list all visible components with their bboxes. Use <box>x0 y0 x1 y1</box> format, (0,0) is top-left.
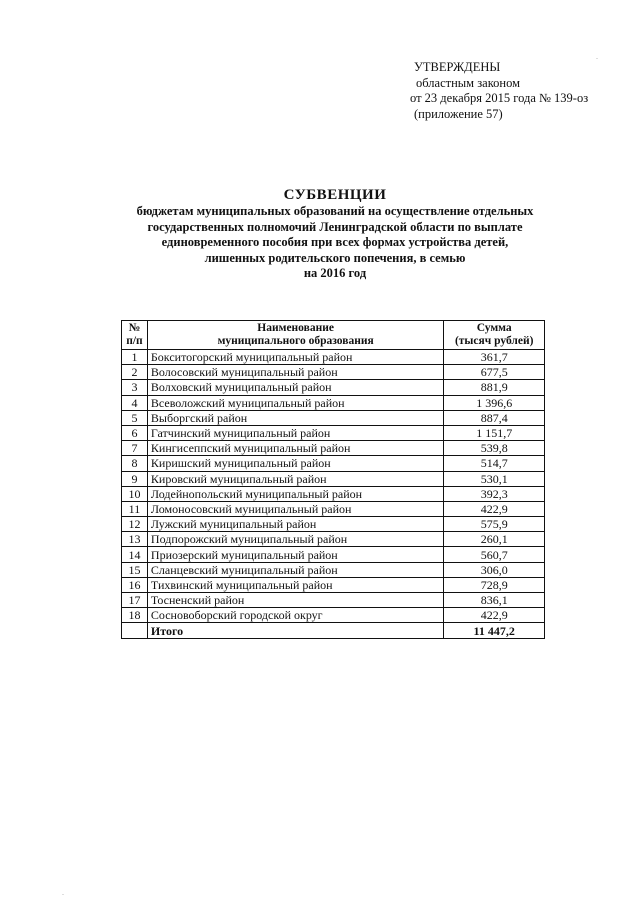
row-number: 5 <box>122 410 148 425</box>
row-number: 15 <box>122 562 148 577</box>
subsidy-amount: 422,9 <box>444 608 545 623</box>
table-row <box>122 441 545 456</box>
approval-title: УТВЕРЖДЕНЫ <box>414 60 501 74</box>
subsidy-amount: 1 151,7 <box>444 425 545 440</box>
subsidy-amount: 422,9 <box>444 501 545 516</box>
subsidy-amount: 361,7 <box>444 350 545 365</box>
subtitle-line: лишенных родительского попечения, в семью <box>204 250 466 265</box>
scan-mark: . <box>596 52 598 61</box>
subsidy-amount: 836,1 <box>444 593 545 608</box>
row-number: 17 <box>122 593 148 608</box>
approval-stamp <box>410 60 588 122</box>
row-number: 13 <box>122 532 148 547</box>
subtitle-line: единовременного пособия при всех формах устройства детей, <box>161 235 509 249</box>
row-number: 8 <box>122 456 148 471</box>
district-name: Волосовский муниципальный район <box>147 365 443 380</box>
table-row <box>122 593 545 608</box>
district-name: Кировский муниципальный район <box>147 471 443 486</box>
header-number <box>122 321 148 350</box>
header-number-line: № <box>128 322 141 334</box>
table-row <box>122 577 545 592</box>
subsidy-table <box>121 320 545 639</box>
header-sum-line: Сумма <box>476 322 512 334</box>
total-sum: 11 447,2 <box>444 623 545 639</box>
table-row <box>122 380 545 395</box>
table-row <box>122 608 545 623</box>
table-row <box>122 425 545 440</box>
row-number: 2 <box>122 365 148 380</box>
row-number: 6 <box>122 425 148 440</box>
row-number: 9 <box>122 471 148 486</box>
district-name: Подпорожский муниципальный район <box>147 532 443 547</box>
subsidy-amount: 677,5 <box>444 365 545 380</box>
header-sum <box>444 321 545 350</box>
table-row <box>122 517 545 532</box>
row-number: 14 <box>122 547 148 562</box>
total-label: Итого <box>147 623 443 639</box>
district-name: Бокситогорский муниципальный район <box>147 350 443 365</box>
district-name: Сланцевский муниципальный район <box>147 562 443 577</box>
header-number-line: п/п <box>126 335 143 347</box>
district-name: Волховский муниципальный район <box>147 380 443 395</box>
subsidy-amount: 1 396,6 <box>444 395 545 410</box>
subtitle-line: бюджетам муниципальных образований на осуществление отдельных <box>136 204 534 218</box>
approval-law-date: от 23 декабря 2015 года № 139-оз <box>410 91 589 105</box>
subsidy-amount: 530,1 <box>444 471 545 486</box>
district-name: Гатчинский муниципальный район <box>147 425 443 440</box>
subsidy-amount: 728,9 <box>444 577 545 592</box>
subsidy-amount: 392,3 <box>444 486 545 501</box>
subsidy-amount: 575,9 <box>444 517 545 532</box>
table-row <box>122 486 545 501</box>
total-row <box>122 623 545 639</box>
row-number: 12 <box>122 517 148 532</box>
table-row <box>122 456 545 471</box>
table-row <box>122 365 545 380</box>
subsidy-amount: 887,4 <box>444 410 545 425</box>
total-num-cell <box>122 623 148 639</box>
district-name: Всеволожский муниципальный район <box>147 395 443 410</box>
district-name: Лодейнопольский муниципальный район <box>147 486 443 501</box>
row-number: 18 <box>122 608 148 623</box>
table-row <box>122 501 545 516</box>
district-name: Сосновоборский городской округ <box>147 608 443 623</box>
table-row <box>122 471 545 486</box>
table-body <box>122 350 545 623</box>
subsidy-amount: 539,8 <box>444 441 545 456</box>
row-number: 11 <box>122 501 148 516</box>
district-name: Тосненский район <box>147 593 443 608</box>
district-name: Киришский муниципальный район <box>147 456 443 471</box>
district-name: Тихвинский муниципальный район <box>147 577 443 592</box>
subsidy-amount: 881,9 <box>444 380 545 395</box>
subsidy-amount: 306,0 <box>444 562 545 577</box>
subsidy-amount: 260,1 <box>444 532 545 547</box>
row-number: 16 <box>122 577 148 592</box>
table-row <box>122 547 545 562</box>
row-number: 10 <box>122 486 148 501</box>
district-name: Ломоносовский муниципальный район <box>147 501 443 516</box>
subsidy-amount: 514,7 <box>444 456 545 471</box>
header-name-line: муниципального образования <box>217 335 374 347</box>
row-number: 1 <box>122 350 148 365</box>
table-row <box>122 532 545 547</box>
scan-mark: . <box>62 888 64 897</box>
approval-appendix: (приложение 57) <box>414 106 503 121</box>
document-title: СУБВЕНЦИИ <box>283 187 387 203</box>
subtitle-line: государственных полномочий Ленинградской области по выплате <box>147 219 523 234</box>
table-row <box>122 395 545 410</box>
district-name: Кингисеппский муниципальный район <box>147 441 443 456</box>
approval-law-type: областным законом <box>416 75 521 90</box>
row-number: 4 <box>122 395 148 410</box>
header-name-line: Наименование <box>257 322 334 334</box>
subsidy-amount: 560,7 <box>444 547 545 562</box>
table-row <box>122 562 545 577</box>
row-number: 3 <box>122 380 148 395</box>
subtitle-year: на 2016 год <box>303 266 367 280</box>
header-sum-line: (тысяч рублей) <box>454 335 534 347</box>
document-heading <box>100 186 570 282</box>
table-row <box>122 350 545 365</box>
row-number: 7 <box>122 441 148 456</box>
district-name: Лужский муниципальный район <box>147 517 443 532</box>
district-name: Приозерский муниципальный район <box>147 547 443 562</box>
table-row <box>122 410 545 425</box>
district-name: Выборгский район <box>147 410 443 425</box>
header-name <box>147 321 443 350</box>
table-header-row <box>122 321 545 350</box>
